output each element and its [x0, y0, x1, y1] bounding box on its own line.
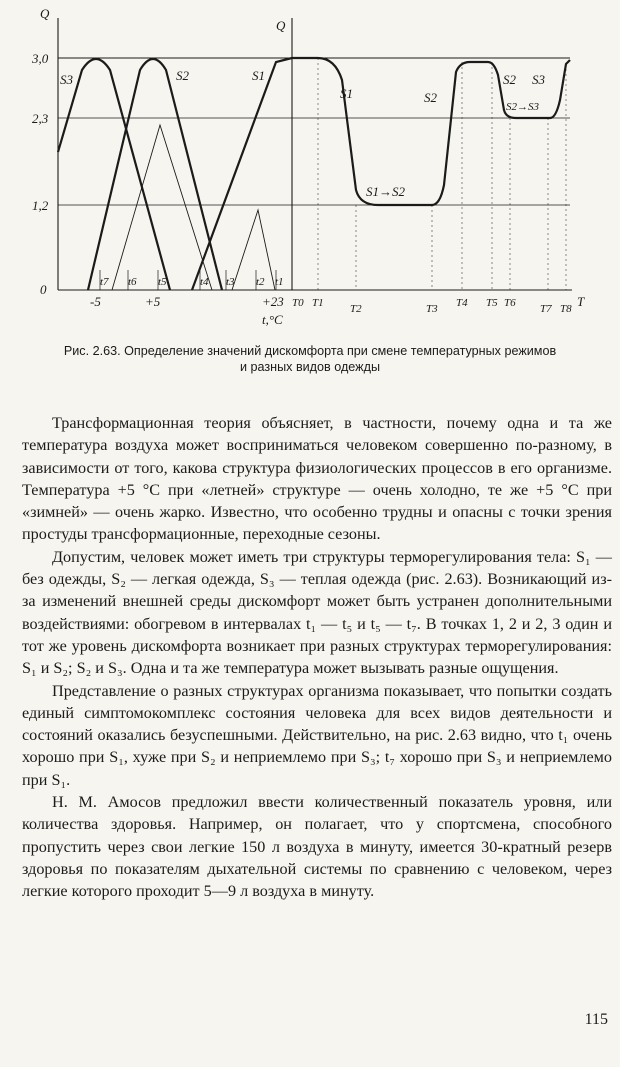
y-tick: 0 [40, 282, 47, 297]
thin-cross-a [112, 125, 212, 290]
y-tick: 1,2 [32, 198, 49, 213]
curve-label: S1 [252, 68, 265, 83]
T-tick: T7 [540, 303, 552, 315]
caption-line: Рис. 2.63. Определение значений дискомфорта при смене температурных режимов [63, 344, 557, 358]
curve-label: S2 [503, 72, 516, 87]
T-tick: T5 [486, 297, 498, 309]
curve-label: S2→S3 [506, 101, 539, 113]
T-tick: T4 [456, 297, 468, 309]
page-number: 115 [584, 1011, 608, 1028]
t-tick: t6 [128, 276, 137, 288]
paragraph: Трансформационная теория объясняет, в частности, почему одна и та же температура воздуха может восприниматься человеком совершенно по-разному, в зависимости от того, какова структура физиологических процессов в его организме. Температура +5 °С при «летней» структуре — очень холодно, те же +5 °С при «зимней» — очень жарко. Известно, что особенно трудны и опасны с точки зрения простуды трансформационные, переходные сезоны. [22, 414, 612, 544]
curve-label: S3 [60, 72, 73, 87]
y-tick: 2,3 [32, 111, 49, 126]
t-tick: t7 [100, 276, 109, 288]
temp-tick: +5 [145, 294, 161, 309]
t-tick: t2 [256, 276, 265, 288]
curve-label: S3 [532, 72, 545, 87]
T-tick: T1 [312, 297, 324, 309]
T-tick: T3 [426, 303, 438, 315]
curve-label: S2 [176, 68, 189, 83]
caption-line: и разных видов одежды [239, 360, 380, 374]
y-axis-label: Q [40, 6, 50, 21]
s1-s2-s3-curve-right [292, 58, 570, 205]
curve-label: S1→S2 [366, 184, 405, 199]
curve-label: S1 [340, 86, 353, 101]
y-tick: 3,0 [32, 51, 49, 66]
t-tick: t1 [275, 276, 284, 288]
paragraph: Представление о разных структурах организма показывает, что попытки создать единый симптомокомплекс состояния человека для всех видов деятельности и состояний оказались безуспешными. Действительно, на рис. 2.63 видно, что t₁ очень хорошо при S₁, хуже при S₂ и неприемлемо при S₃; t₇ хорошо при S₃ и неприемлемо при S₁. [22, 681, 612, 789]
temp-tick: +23 [262, 294, 284, 309]
thin-cross-b [232, 210, 275, 290]
t-tick: t3 [226, 276, 235, 288]
discomfort-figure [0, 0, 620, 340]
body-text [22, 412, 612, 903]
s1-curve-left [192, 58, 292, 290]
temp-tick: -5 [90, 294, 101, 309]
T-tick: T6 [504, 297, 516, 309]
T-tick: T0 [292, 297, 304, 309]
curve-label: S2 [424, 90, 437, 105]
T-axis-label: T [577, 294, 585, 309]
s3-curve-left [58, 59, 170, 290]
x-axis-label-left: t,°C [262, 312, 283, 327]
right-y-axis-label: Q [276, 18, 286, 33]
paragraph: Н. М. Амосов предложил ввести количественный показатель уровня, или количества здоровья. Например, он полагает, что у спортсмена, способного пропустить через свои легкие 150 л воздуха в минуту, имеется 30-кратный резерв здоровья по показателям дыхательной системы по сравнению с человеком, через легкие которого проходит 5—9 л воздуха в минуту. [22, 793, 612, 901]
T-tick: T2 [350, 303, 362, 315]
figure-caption [8, 343, 612, 375]
t-tick: t5 [158, 276, 167, 288]
t-tick: t4 [200, 276, 209, 288]
s2-curve-left [88, 59, 222, 290]
T-tick: T8 [560, 303, 572, 315]
paragraph: Допустим, человек может иметь три структуры терморегулирования тела: S₁ — без одежды, S₂ — легкая одежда, S₃ — теплая одежда (рис. 2.63). Возникающий из-за изменений внешней среды дискомфорт может быть устранен дополнительными воздействиями: обогревом в интервалах t₁ — t₅ и t₅ — t₇. В точках 1, 2 и 2, 3 один и тот же уровень дискомфорта возникает при разных структурах терморегулирования: S₁ и S₂; S₂ и S₃. Одна и та же температура может вызывать разные ощущения. [22, 547, 612, 678]
figure-svg [0, 0, 620, 340]
